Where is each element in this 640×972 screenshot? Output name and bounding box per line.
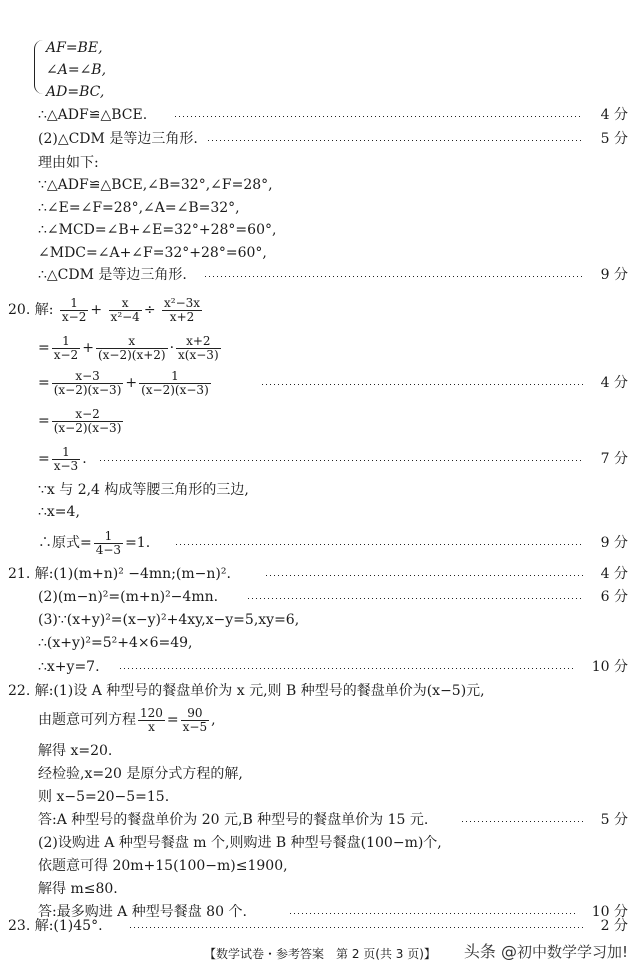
q20-line-1: 20. 解: $\frac{1}{x-2}$ + $\frac{x}{\text{x²−4}}$ ÷ $\frac{\text{x²−3x}}{x+2}$ <box>8 295 201 324</box>
q22-line-10: 答:最多购进 A 种型号餐盘 80 个. 10 分 <box>0 901 640 923</box>
q20-line-8: ∴原式= $\frac{1}{4-3}$ =1. 9 分 <box>0 526 640 560</box>
score: 9 分 <box>600 535 628 551</box>
line-reason: 理由如下: <box>38 155 99 171</box>
line-mdc: ∠MDC=∠A+∠F=32°+28°=60°, <box>38 245 267 261</box>
score: 6 分 <box>600 589 628 605</box>
line-cdm-claim: (2)△CDM 是等边三角形. 5 分 <box>0 128 640 150</box>
score: 4 分 <box>600 375 628 391</box>
q22-line-2: 由题意可列方程 $\frac{120}{x}$ = $\frac{90}{x-5}$ , <box>38 705 216 734</box>
q22-line-3: 解得 x=20. <box>38 743 113 759</box>
q22-line-1: 22. 解:(1)设 A 种型号的餐盘单价为 x 元,则 B 种型号的餐盘单价为(x−5)元, <box>8 683 485 699</box>
q21-line-4: ∴(x+y)²=5²+4×6=49, <box>38 635 193 651</box>
q20-line-2: = $\frac{1}{x-2}$ + $\frac{x}{(x-2)(x+2)}$ · $\frac{x+2}{x(x-3)}$ <box>38 333 219 362</box>
q21-line-2: (2)(m−n)²=(m+n)²−4mn. 6 分 <box>0 586 640 608</box>
q20-line-7: ∴x=4, <box>38 504 80 520</box>
q20-line-3: = $\frac{x-3}{(x-2)(x-3)}$ + $\frac{1}{(x-2)(x-3)}$ 4 分 <box>0 366 640 400</box>
line-mcd: ∴∠MCD=∠B+∠E=32°+28°=60°, <box>38 222 277 238</box>
score: 10 分 <box>591 904 628 920</box>
watermark: 头条 @初中数学学习加! <box>463 942 628 961</box>
line-angles-e-f: ∴∠E=∠F=28°,∠A=∠B=32°, <box>38 200 240 216</box>
score: 10 分 <box>591 659 628 675</box>
score: 4 分 <box>600 566 628 582</box>
q22-line-4: 经检验,x=20 是原分式方程的解, <box>38 766 243 782</box>
q20-line-5: = $\frac{1}{x-3}$ . 7 分 <box>0 442 640 476</box>
line-cdm-conclusion: ∴△CDM 是等边三角形. 9 分 <box>0 264 640 286</box>
line-given: ∵△ADF≌△BCE,∠B=32°,∠F=28°, <box>38 177 273 193</box>
line-ad-bc: AD=BC, <box>46 84 105 100</box>
q20-line-6: ∵x 与 2,4 构成等腰三角形的三边, <box>38 482 249 498</box>
score: 5 分 <box>600 812 628 828</box>
q22-line-9: 解得 m≤80. <box>38 881 118 897</box>
q22-line-6: 答:A 种型号的餐盘单价为 20 元,B 种型号的餐盘单价为 15 元. 5 分 <box>0 809 640 831</box>
score: 7 分 <box>600 451 628 467</box>
q22-line-5: 则 x−5=20−5=15. <box>38 789 170 805</box>
line-angle-a-b: ∠A=∠B, <box>46 62 107 78</box>
q21-line-1: 21. 解:(1)(m+n)² −4mn;(m−n)². 4 分 <box>0 563 640 585</box>
q21-line-5: ∴x+y=7. 10 分 <box>0 656 640 678</box>
score: 4 分 <box>600 107 628 123</box>
line-congruent: ∴△ADF≌△BCE. 4 分 <box>0 104 640 126</box>
q23-line-1: 23. 解:(1)45°. 2 分 <box>0 915 640 937</box>
q22-line-8: 依题意可得 20m+15(100−m)≤1900, <box>38 858 288 874</box>
score: 2 分 <box>600 918 628 934</box>
q20-line-4: = $\frac{x-2}{(x-2)(x-3)}$ <box>38 406 122 435</box>
score: 9 分 <box>600 267 628 283</box>
line-af-be: AF=BE, <box>46 40 103 56</box>
page-footer: 【数学试卷・参考答案 第 2 页(共 3 页)】 <box>204 947 436 961</box>
q21-line-3: (3)∵(x+y)²=(x−y)²+4xy,x−y=5,xy=6, <box>38 612 300 628</box>
q22-line-7: (2)设购进 A 种型号餐盘 m 个,则购进 B 种型号餐盘(100−m)个, <box>38 835 442 851</box>
score: 5 分 <box>600 131 628 147</box>
